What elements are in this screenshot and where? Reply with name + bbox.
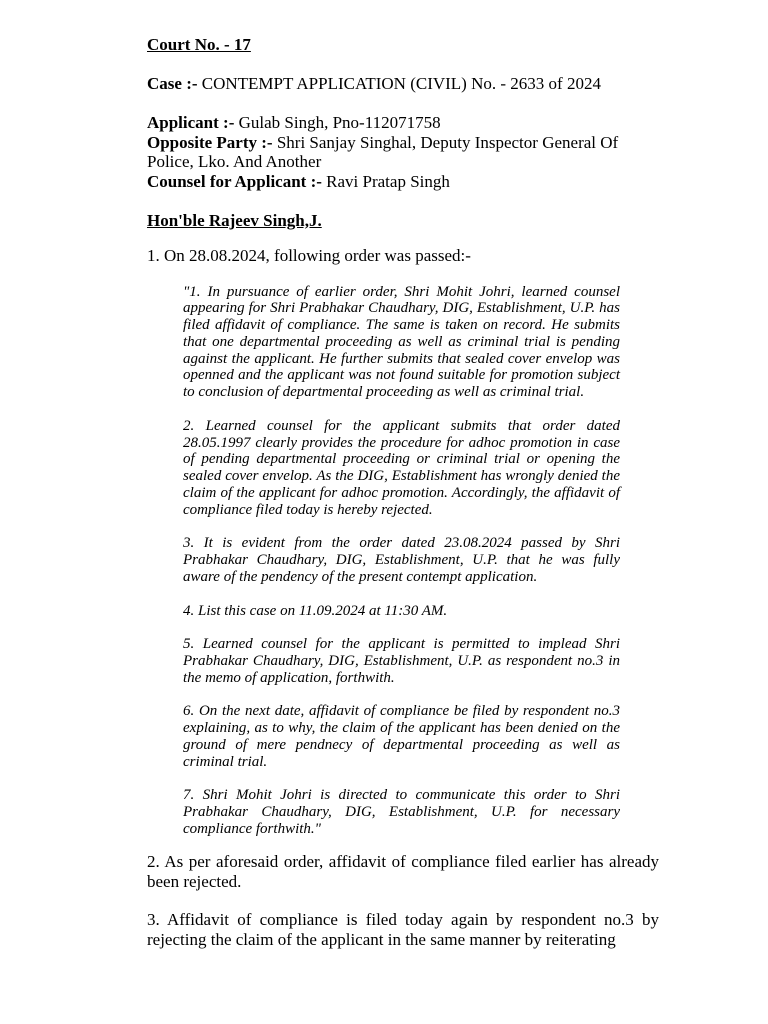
applicant-line bbox=[147, 113, 659, 133]
order-document bbox=[147, 35, 659, 950]
case-value: CONTEMPT APPLICATION (CIVIL) No. - 2633 of 2024 bbox=[197, 74, 601, 93]
applicant-label: Applicant :- bbox=[147, 113, 235, 132]
quoted-order-paragraph: 2. Learned counsel for the applicant submits that order dated 28.05.1997 clearly provides the procedure for adhoc promotion in case of pending departmental proceeding or criminal trial or opening the sealed cover envelop. As the DIG, Establishment has wrongly denied the claim of the applicant for adhoc promotion. Accordingly, the affidavit of compliance filed today is hereby rejected. bbox=[183, 417, 620, 518]
applicant-value: Gulab Singh, Pno-112071758 bbox=[234, 113, 441, 132]
quoted-order-paragraph: 4. List this case on 11.09.2024 at 11:30 AM. bbox=[183, 602, 448, 619]
counsel-line bbox=[147, 172, 659, 192]
quoted-order-paragraph: 5. Learned counsel for the applicant is permitted to implead Shri Prabhakar Chaudhary, DIG, Establishment, U.P. as respondent no.3 in the memo of application, forthwith. bbox=[183, 636, 620, 686]
quoted-order-paragraph: 3. It is evident from the order dated 23.08.2024 passed by Shri Prabhakar Chaudhary, DIG, Establishment, U.P. that he was fully aware of the pendency of the present contempt application. bbox=[183, 535, 620, 586]
intro-paragraph: 1. On 28.08.2024, following order was passed:- bbox=[147, 246, 471, 265]
quoted-order bbox=[183, 284, 620, 838]
quoted-order-paragraph: 6. On the next date, affidavit of compliance be filed by respondent no.3 explaining, as to why, the claim of the applicant has been denied on the ground of mere pendnecy of departmental proceeding as well as criminal trial. bbox=[183, 703, 620, 770]
quoted-order-paragraph: "1. In pursuance of earlier order, Shri Mohit Johri, learned counsel appearing for Shri Prabhakar Chaudhary, DIG, Establishment, U.P. has filed affidavit of compliance. The same is taken on record. He submits that one departmental proceeding as well as criminal trial is pending against the applicant. He further submits that sealed cover envelop was openned and the applicant was not found suitable for promotion subject to conclusion of departmental proceeding as well as criminal trial. bbox=[183, 283, 620, 401]
judge-name: Hon'ble Rajeev Singh,J. bbox=[147, 210, 322, 230]
body-paragraph: 3. Affidavit of compliance is filed today again by respondent no.3 by rejecting the claim of the applicant in the same manner by reiterating bbox=[147, 909, 659, 949]
body-paragraph: 2. As per aforesaid order, affidavit of compliance filed earlier has already been rejected. bbox=[147, 851, 659, 891]
case-label: Case :- bbox=[147, 74, 198, 93]
opposite-party-value: Shri Sanjay Singhal, Deputy Inspector General Of Police, Lko. And Another bbox=[147, 132, 619, 171]
opposite-party-line bbox=[147, 133, 659, 172]
counsel-label: Counsel for Applicant :- bbox=[147, 171, 322, 191]
counsel-value: Ravi Pratap Singh bbox=[321, 171, 450, 191]
case-line bbox=[147, 74, 659, 94]
opposite-party-label: Opposite Party :- bbox=[147, 132, 273, 152]
court-number: Court No. - 17 bbox=[147, 35, 251, 54]
quoted-order-paragraph: 7. Shri Mohit Johri is directed to communicate this order to Shri Prabhakar Chaudhary, DIG, Establishment, U.P. for necessary compliance forthwith." bbox=[183, 787, 620, 837]
